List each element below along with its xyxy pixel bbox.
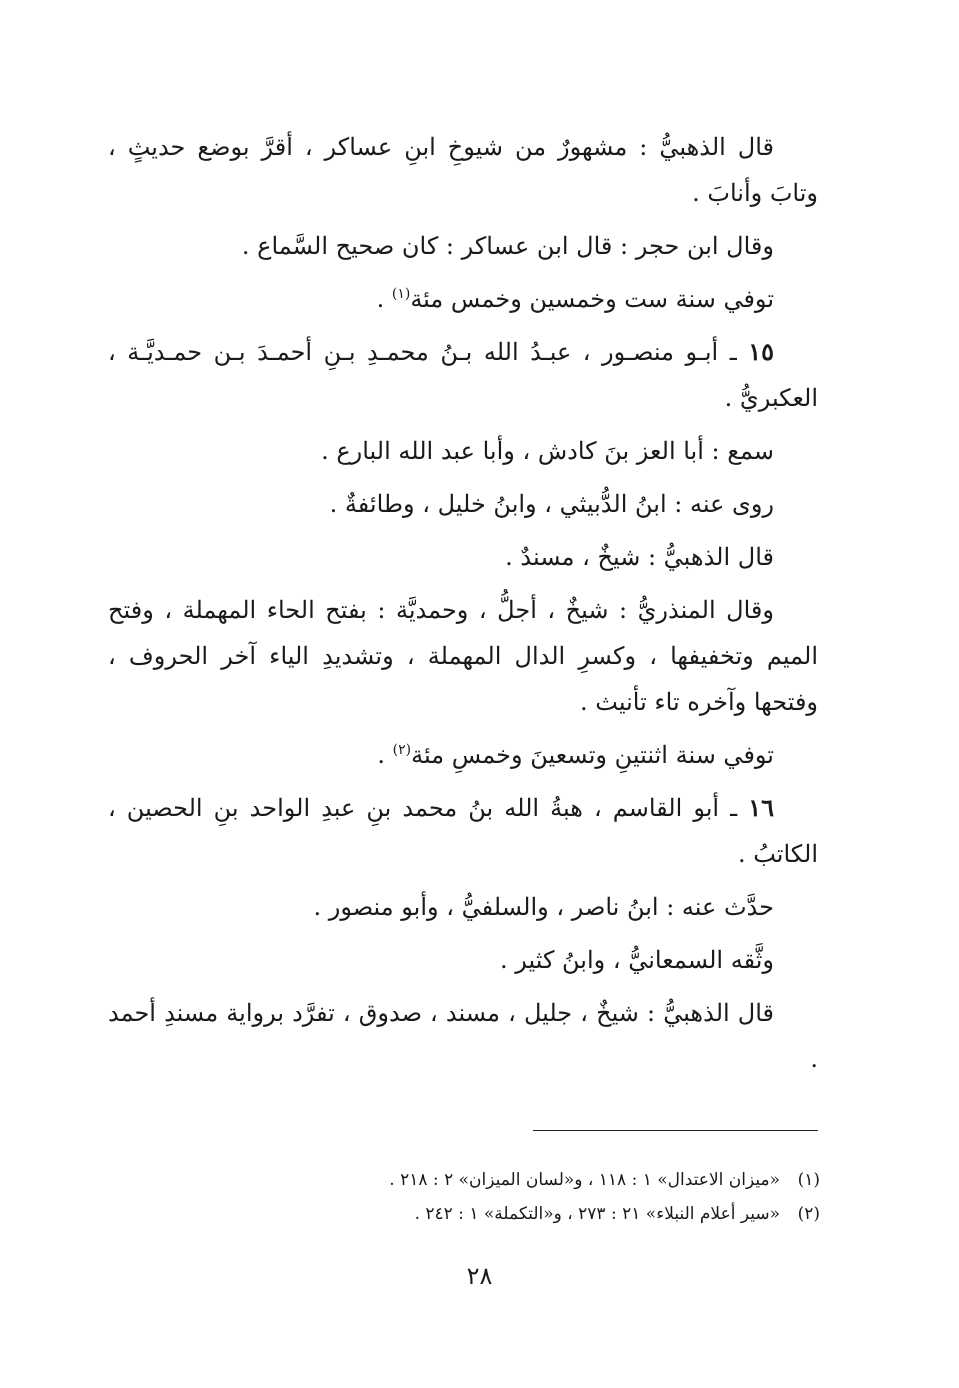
paragraph-ibn-hajar-note: وقال ابن حجر : قال ابن عساكر : كان صحيح السَّماع .: [241, 232, 774, 260]
footnote-divider: [533, 1130, 818, 1131]
paragraph-narrated-from: حدَّث عنه : ابنُ ناصر ، والسلفيُّ ، وأبو منصور .: [313, 893, 774, 921]
paragraph-dhahabi-grading: قال الذهبيُّ : شيخٌ ، مسندٌ .: [505, 543, 774, 571]
main-text: [108, 124, 818, 1089]
footnote-ref-2[interactable]: (٢): [392, 742, 412, 758]
paragraph-mundhiri-note: وقال المنذريُّ : شيخٌ ، أجلُّ ، وحمديَّة : بفتح الحاء المهملة ، وفتح الميم وتخفيفها ، وكسرِ الدال المهملة ، وتشديدِ الياء آخر الحروف ، وفتحها وآخره تاء تأنيث .: [108, 596, 818, 716]
footnote-text: «ميزان الاعتدال» ١ : ١١٨ ، و«لسان الميزان» ٢ : ٢١٨ .: [389, 1170, 780, 1190]
paragraph-dhahabi-note: قال الذهبيُّ : مشهورٌ من شيوخِ ابنِ عساكر ، أقرَّ بوضع حديثٍ ، وتابَ وأنابَ .: [108, 133, 818, 207]
paragraph-death-year-1: توفي سنة ست وخمسين وخمس مئة$^{(١)}$ .: [376, 285, 774, 313]
footnotes-section: [260, 1163, 820, 1231]
entry-16-heading: ١٦ ـ أبو القاسم ، هبةُ الله بنُ محمد بنِ عبدِ الواحد بنِ الحصين ، الكاتبُ .: [108, 793, 818, 868]
entry-number-15: ١٥: [748, 337, 774, 366]
entry-15-heading: ١٥ ـ أبـو منصـور ، عبـدُ الله بـنُ محمـدِ بـنِ أحمـدَ بـن حمـديَّـة ، العكبريُّ .: [108, 337, 818, 412]
paragraph-heard-from: سمع : أبا العز بنَ كادش ، وأبا عبد الله البارع .: [321, 437, 774, 465]
paragraph-authenticated-by: وثَّقه السمعانيُّ ، وابنُ كثير .: [500, 946, 774, 974]
footnote-text: «سير أعلام النبلاء» ٢١ : ٢٧٣ ، و«التكملة» ١ : ٢٤٢ .: [414, 1204, 780, 1224]
page-number: ٢٨: [466, 1262, 493, 1290]
footnote-number: (١): [797, 1170, 820, 1190]
footnote-number: (٢): [797, 1204, 820, 1224]
paragraph-dhahabi-final: قال الذهبيُّ : شيخٌ ، جليل ، مسند ، صدوق ، تفرَّد برواية مسندِ أحمد .: [108, 999, 818, 1073]
footnote-2: [260, 1197, 820, 1231]
paragraph-narrated-by: روى عنه : ابنُ الدُّبيثي ، وابنُ خليل ، وطائفةٌ .: [329, 490, 774, 518]
footnote-ref-1[interactable]: (١): [391, 286, 411, 302]
paragraph-death-year-2: توفي سنة اثنتينِ وتسعينَ وخمسِ مئة$^{(٢)}$ .: [377, 741, 774, 769]
footnote-1: [260, 1163, 820, 1197]
entry-number-16: ١٦: [748, 793, 774, 822]
